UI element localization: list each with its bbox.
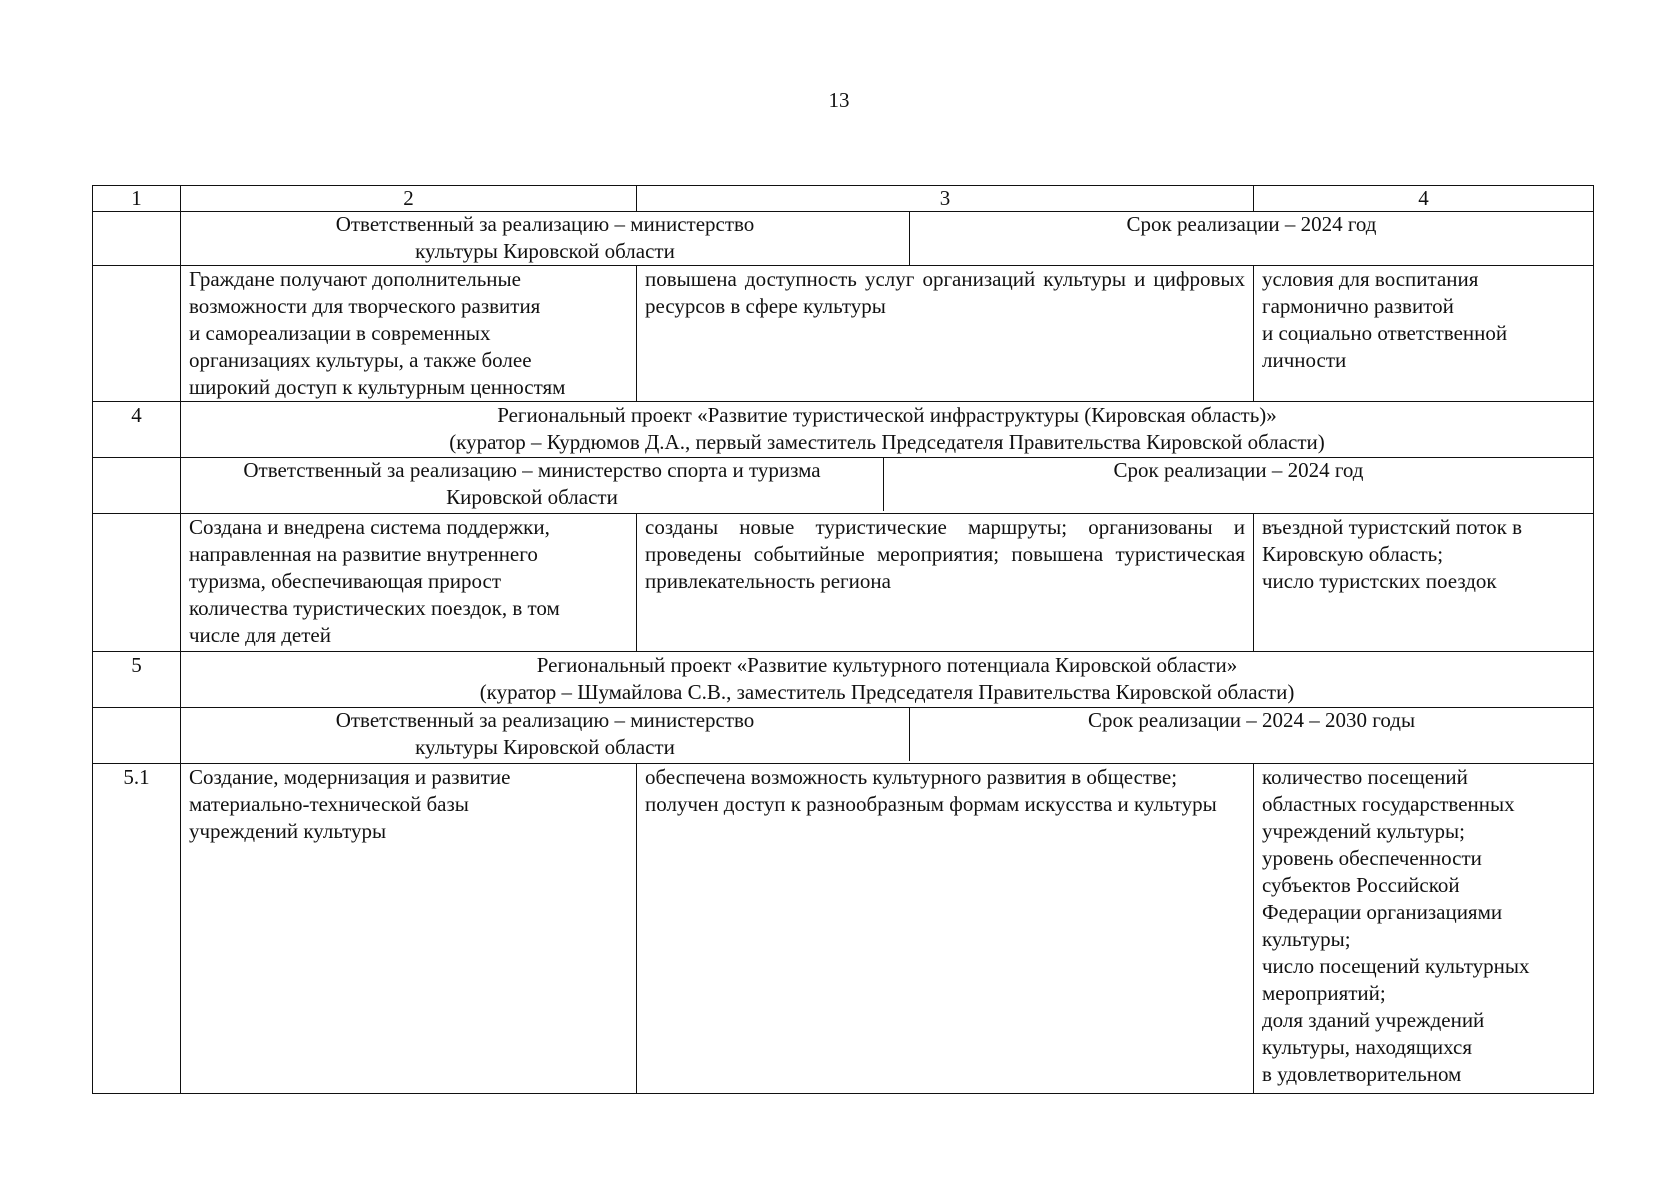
row-number — [93, 458, 181, 514]
responsibility-row — [93, 708, 1594, 764]
table-row — [93, 266, 1594, 402]
term-text: Срок реализации – 2024 – 2030 годы — [1087, 708, 1416, 732]
responsible-text: Ответственный за реализацию – министерство культуры Кировской области — [181, 708, 910, 762]
project-number: 4 — [93, 402, 181, 458]
result-indicator: количество посещений областных государственных учреждений культуры; уровень обеспеченности субъектов Российской Федерации организациями культуры; число посещений культурных мероприятий; доля зданий учреждений культуры, находящихся в удовлетворительном — [1254, 764, 1594, 1094]
term-text: Срок реализации – 2024 год — [1126, 212, 1377, 236]
column-number-2: 2 — [181, 186, 637, 212]
column-number-1: 1 — [93, 186, 181, 212]
project-number: 5 — [93, 652, 181, 708]
result-description: Граждане получают дополнительные возможности для творческого развития и самореализации в современных организациях культуры, а также более широкий доступ к культурным ценностям — [181, 266, 637, 402]
result-indicator: въездной туристский поток в Кировскую область; число туристских поездок — [1254, 514, 1594, 652]
term-text: Срок реализации – 2024 год — [1113, 458, 1364, 482]
result-characteristic: созданы новые туристические маршруты; организованы и проведены событийные мероприятия; повышена туристическая привлекательность региона — [637, 514, 1254, 652]
project-title-row — [93, 402, 1594, 458]
result-characteristic: повышена доступность услуг организаций культуры и цифровых ресурсов в сфере культуры — [637, 266, 1254, 402]
responsibility-cell — [181, 212, 1594, 266]
document-table — [92, 185, 1594, 1094]
table-row — [93, 514, 1594, 652]
row-number — [93, 212, 181, 266]
table-header-row — [93, 186, 1594, 212]
table-row — [93, 764, 1594, 1094]
result-indicator: условия для воспитания гармонично развитой и социально ответственной личности — [1254, 266, 1594, 402]
responsibility-row — [93, 458, 1594, 514]
row-number: 5.1 — [93, 764, 181, 1094]
responsibility-cell — [181, 458, 1594, 514]
column-number-3: 3 — [637, 186, 1254, 212]
responsible-text: Ответственный за реализацию – министерство культуры Кировской области — [181, 212, 910, 266]
project-title: Региональный проект «Развитие культурного потенциала Кировской области» (куратор – Шумайлова С.В., заместитель Председателя Правительства Кировской области) — [181, 652, 1594, 708]
result-description: Создание, модернизация и развитие материально-технической базы учреждений культуры — [181, 764, 637, 1094]
column-number-4: 4 — [1254, 186, 1594, 212]
result-characteristic: обеспечена возможность культурного развития в обществе; получен доступ к разнообразным формам искусства и культуры — [637, 764, 1254, 1094]
project-title: Региональный проект «Развитие туристической инфраструктуры (Кировская область)» (куратор – Курдюмов Д.А., первый заместитель Председателя Правительства Кировской области) — [181, 402, 1594, 458]
page-number: 13 — [828, 88, 850, 112]
row-number — [93, 514, 181, 652]
result-description: Создана и внедрена система поддержки, направленная на развитие внутреннего туризма, обеспечивающая прирост количества туристических поездок, в том числе для детей — [181, 514, 637, 652]
row-number — [93, 708, 181, 764]
responsibility-cell — [181, 708, 1594, 764]
responsibility-row — [93, 212, 1594, 266]
row-number — [93, 266, 181, 402]
responsible-text: Ответственный за реализацию – министерство спорта и туризма Кировской области — [181, 458, 884, 512]
project-title-row — [93, 652, 1594, 708]
